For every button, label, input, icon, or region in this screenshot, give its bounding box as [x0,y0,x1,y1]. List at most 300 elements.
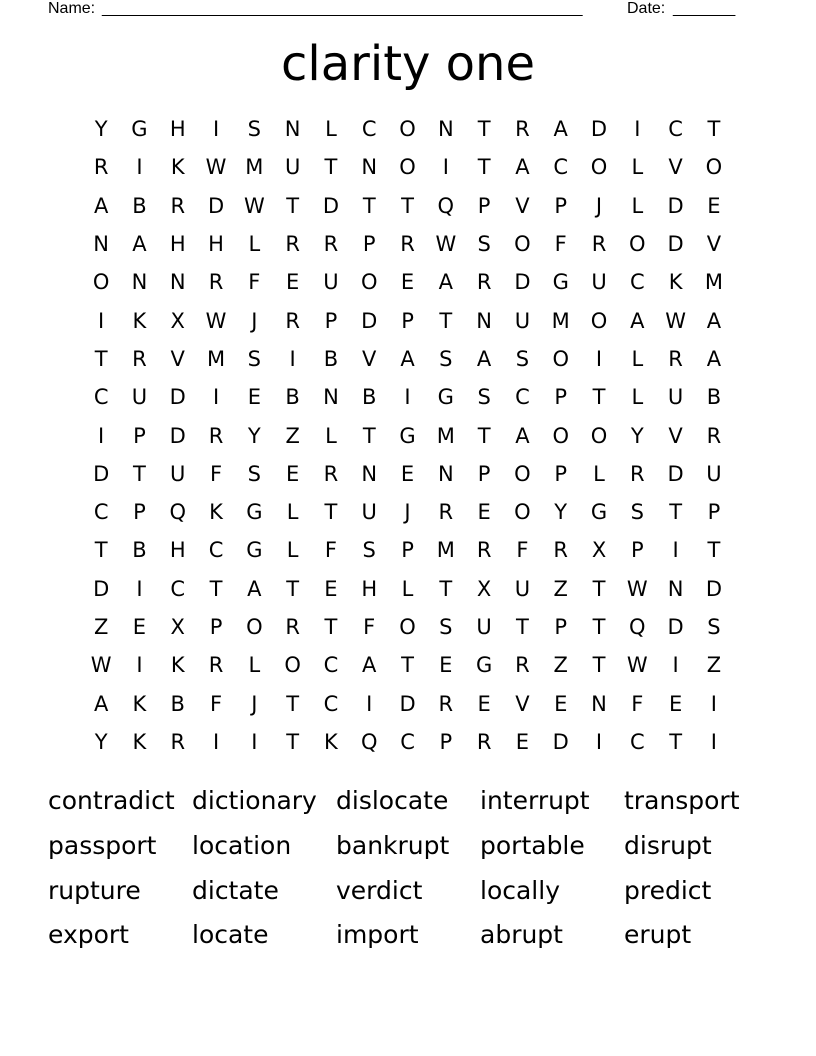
grid-letter: F [324,538,337,563]
grid-letter: M [245,155,264,180]
grid-letter: E [285,270,300,295]
grid-letter: T [286,691,300,716]
grid-letter: W [435,232,457,257]
grid-letter: J [595,193,603,218]
grid-letter: A [515,423,530,448]
grid-letter: D [667,232,684,257]
grid-letter: P [477,193,491,218]
grid-letter: A [553,117,568,142]
word-list-item: import [336,920,419,950]
grid-letter: E [554,691,568,716]
grid-letter: P [209,615,223,639]
word-list-item: passport [48,831,157,861]
grid-letter: H [208,232,224,257]
grid-letter: I [710,729,717,754]
grid-row [82,455,733,493]
grid-letter: K [209,500,223,525]
grid-letter: K [132,308,147,333]
grid-letter: I [212,385,220,410]
grid-letter: T [94,538,108,563]
date-field-line: _______ [673,0,736,17]
grid-letter: M [206,346,226,371]
grid-letter: T [477,155,491,180]
grid-letter: H [361,576,378,601]
grid-letter: A [362,653,377,678]
grid-letter: R [706,423,722,448]
grid-letter: E [324,576,338,601]
grid-letter: T [94,346,108,371]
grid-letter: S [439,346,453,371]
grid-letter: G [246,500,263,525]
grid-row [82,493,733,531]
grid-row [82,225,733,263]
grid-letter: S [630,500,644,525]
grid-letter: P [554,193,568,218]
grid-letter: E [477,500,491,525]
grid-letter: K [324,729,338,754]
grid-letter: F [631,691,644,716]
grid-letter: F [248,270,261,295]
grid-row [82,110,733,148]
grid-letter: D [552,729,569,754]
grid-letter: R [323,232,339,257]
grid-letter: T [592,385,606,410]
word-row [48,824,768,869]
grid-letter: R [476,538,492,563]
grid-letter: T [439,576,453,601]
grid-letter: Q [360,729,378,754]
grid-letter: T [592,653,606,678]
grid-letter: O [514,232,531,257]
grid-letter: V [706,232,722,257]
grid-letter: Q [437,193,455,218]
grid-letter: T [362,193,376,218]
grid-row [82,148,733,186]
grid-letter: P [401,308,414,333]
grid-letter: T [362,423,376,448]
grid-letter: T [133,461,146,486]
grid-letter: W [243,193,265,218]
word-row [48,868,768,913]
grid-letter: G [475,653,493,678]
grid-letter: O [590,308,608,333]
grid-letter: O [629,232,646,257]
grid-letter: L [248,653,261,678]
word-list-item: bankrupt [336,831,450,861]
grid-letter: P [133,423,146,448]
word-row [48,913,768,958]
grid-letter: A [132,232,147,257]
grid-row [82,570,733,608]
grid-letter: T [592,615,606,639]
word-list-item: dislocate [336,786,449,816]
grid-letter: R [285,232,300,257]
grid-letter: P [133,500,146,525]
grid-letter: O [246,615,263,639]
grid-letter: M [436,423,455,448]
grid-letter: T [477,423,491,448]
grid-letter: R [668,346,683,371]
grid-letter: L [286,538,299,563]
grid-letter: T [477,117,491,142]
grid-letter: V [515,691,530,716]
grid-letter: A [93,691,109,716]
grid-letter: L [248,232,261,257]
grid-letter: C [629,729,645,754]
grid-letter: L [631,385,644,410]
grid-letter: I [136,653,143,678]
grid-letter: P [439,729,453,754]
grid-letter: H [169,538,186,563]
grid-letter: R [630,461,645,486]
grid-letter: I [672,653,679,678]
grid-letter: I [404,385,411,410]
grid-row [82,263,733,301]
grid-letter: I [212,117,220,142]
grid-letter: E [707,193,721,218]
grid-letter: I [289,346,296,371]
grid-letter: T [286,576,300,601]
grid-letter: G [246,538,263,563]
grid-letter: L [286,500,299,525]
grid-letter: N [437,117,454,142]
grid-letter: Q [169,500,186,525]
grid-letter: B [170,691,185,716]
grid-letter: A [476,346,492,371]
grid-letter: F [554,232,567,257]
grid-letter: V [668,423,683,448]
grid-letter: E [132,615,147,639]
grid-letter: W [205,308,227,333]
word-list-item: locate [192,920,269,950]
grid-row [82,378,733,416]
grid-letter: I [251,729,258,754]
grid-letter: Y [630,423,644,448]
grid-letter: N [591,691,607,716]
header-line [48,0,748,20]
grid-letter: Y [247,423,261,448]
grid-letter: C [515,385,530,410]
grid-letter: F [363,615,376,639]
grid-letter: D [361,308,378,333]
grid-letter: P [554,461,568,486]
grid-letter: N [323,385,339,410]
grid-letter: D [322,193,340,218]
grid-letter: M [436,538,455,563]
grid-letter: Y [94,729,108,754]
grid-letter: D [590,117,608,142]
grid-letter: U [170,461,186,486]
grid-letter: T [592,576,606,601]
grid-letter: W [90,653,112,678]
grid-letter: I [136,155,143,180]
word-list-item: disrupt [624,831,712,861]
grid-letter: E [247,385,261,410]
page-title: clarity one [280,36,535,92]
grid-letter: U [284,155,301,180]
grid-letter: R [132,346,147,371]
grid-letter: B [285,385,300,410]
grid-letter: S [247,117,261,142]
grid-letter: N [93,232,109,257]
grid-letter: N [667,576,684,601]
grid-letter: K [668,270,683,295]
grid-letter: R [515,653,530,678]
grid-letter: C [323,653,339,678]
word-list-item: portable [480,831,585,861]
grid-row [82,187,733,225]
grid-letter: K [170,155,185,180]
grid-letter: Z [553,653,568,678]
grid-letter: U [667,385,684,410]
grid-row [82,608,733,646]
word-list-item: dictate [192,875,279,905]
grid-letter: M [551,308,570,333]
grid-letter: B [706,385,722,410]
word-list-item: verdict [336,875,423,905]
grid-letter: K [132,691,147,716]
word-list-item: location [192,831,292,861]
grid-letter: I [98,423,105,448]
name-field-line: ______________________________________________________ [102,0,583,17]
grid-letter: E [477,691,491,716]
grid-letter: T [401,653,414,678]
grid-letter: L [325,423,337,448]
grid-letter: S [515,346,530,371]
grid-letter: D [169,385,186,410]
word-list-item: rupture [48,875,141,905]
word-list-item: locally [480,875,560,905]
grid-letter: T [669,729,683,754]
grid-letter: D [169,423,186,448]
grid-letter: S [477,385,491,410]
grid-letter: X [170,615,185,639]
grid-letter: D [514,270,531,295]
grid-letter: L [631,193,644,218]
grid-letter: I [212,729,220,754]
word-list-item: transport [624,786,740,816]
grid-letter: A [438,270,453,295]
grid-letter: R [476,270,492,295]
grid-letter: W [626,576,648,601]
grid-letter: T [401,193,414,218]
date-label: Date: [627,0,666,17]
grid-letter: C [668,117,683,142]
grid-row [82,340,733,378]
grid-letter: N [361,461,378,486]
grid-letter: I [634,117,641,142]
grid-letter: W [205,155,227,180]
grid-letter: P [554,385,568,410]
grid-letter: P [324,308,338,333]
grid-letter: W [665,308,686,333]
grid-letter: C [93,500,109,525]
word-list-item: export [48,920,129,950]
grid-letter: O [284,653,301,678]
grid-letter: I [710,691,717,716]
grid-letter: I [442,155,449,180]
grid-letter: Y [554,500,568,525]
word-row [48,779,768,824]
grid-letter: P [401,538,414,563]
grid-letter: Z [706,653,722,678]
grid-letter: B [323,346,339,371]
grid-letter: R [285,308,300,333]
grid-letter: J [251,308,258,333]
grid-letter: C [400,729,415,754]
grid-letter: V [668,155,683,180]
grid-letter: O [514,461,531,486]
grid-letter: O [590,155,608,180]
grid-row [82,646,733,684]
grid-letter: W [626,653,648,678]
grid-letter: Z [553,576,568,601]
grid-letter: T [286,729,300,754]
grid-letter: C [208,538,224,563]
grid-letter: E [400,270,415,295]
grid-letter: L [631,155,644,180]
grid-letter: I [595,346,603,371]
grid-row [82,301,733,339]
grid-letter: T [707,538,721,563]
grid-letter: D [93,576,110,601]
grid-letter: Z [285,423,300,448]
grid-letter: S [439,615,453,639]
grid-letter: G [590,500,608,525]
grid-letter: I [366,691,373,716]
grid-letter: K [170,653,185,678]
grid-letter: U [323,270,339,295]
grid-letter: R [208,270,224,295]
grid-letter: B [132,193,147,218]
grid-letter: Q [629,615,646,639]
word-list [48,779,768,958]
grid-letter: F [516,538,529,563]
grid-letter: O [360,270,378,295]
grid-letter: H [169,117,186,142]
word-list-item: contradict [48,786,175,816]
grid-letter: O [705,155,723,180]
grid-letter: P [362,232,376,257]
word-list-item: interrupt [480,786,590,816]
grid-letter: B [362,385,377,410]
grid-letter: A [400,346,415,371]
grid-letter: O [514,500,531,525]
grid-letter: E [285,461,300,486]
word-list-item: predict [624,875,712,905]
grid-letter: C [93,385,109,410]
grid-letter: D [93,461,110,486]
word-list-item: dictionary [192,786,317,816]
grid-letter: T [516,615,529,639]
grid-letter: T [439,308,453,333]
grid-letter: S [707,615,721,639]
grid-letter: R [438,691,454,716]
grid-row [82,723,733,761]
grid-letter: X [170,308,185,333]
word-list-item: abrupt [480,920,563,950]
grid-letter: A [93,193,109,218]
grid-letter: I [98,308,105,333]
grid-letter: T [707,117,721,142]
grid-letter: T [286,193,300,218]
grid-letter: T [324,155,338,180]
grid-letter: E [668,691,683,716]
grid-letter: L [593,461,605,486]
grid-letter: G [552,270,569,295]
grid-letter: V [170,346,185,371]
word-search-grid [82,110,733,761]
grid-letter: S [477,232,491,257]
grid-letter: T [669,500,683,525]
grid-letter: U [514,308,531,333]
grid-letter: P [477,461,491,486]
grid-letter: J [404,500,411,525]
grid-letter: R [285,615,300,639]
grid-letter: G [437,385,454,410]
grid-letter: N [361,155,378,180]
grid-letter: R [170,729,186,754]
grid-letter: I [595,729,603,754]
grid-letter: E [515,729,530,754]
grid-letter: L [631,346,644,371]
grid-row [82,416,733,454]
grid-letter: R [400,232,415,257]
grid-letter: T [209,576,223,601]
grid-letter: L [401,576,414,601]
grid-letter: V [515,193,530,218]
grid-letter: P [707,500,721,525]
grid-letter: V [362,346,377,371]
grid-letter: Y [94,117,108,142]
grid-letter: R [591,232,607,257]
grid-letter: F [209,461,223,486]
grid-letter: C [361,117,377,142]
grid-letter: N [131,270,148,295]
grid-row [82,684,733,722]
grid-letter: S [362,538,376,563]
grid-letter: O [552,423,569,448]
grid-letter: G [399,423,416,448]
grid-letter: I [672,538,679,563]
grid-letter: D [667,193,684,218]
grid-letter: H [169,232,186,257]
grid-letter: U [131,385,148,410]
grid-letter: D [705,576,722,601]
grid-letter: O [399,615,416,639]
grid-letter: L [325,117,337,142]
grid-letter: D [667,615,684,639]
grid-letter: N [284,117,301,142]
grid-letter: D [667,461,684,486]
grid-letter: K [132,729,147,754]
grid-letter: U [706,461,722,486]
grid-letter: R [476,729,492,754]
grid-letter: S [247,346,261,371]
grid-letter: P [630,538,644,563]
grid-letter: A [630,308,645,333]
grid-letter: T [324,500,338,525]
grid-letter: N [437,461,454,486]
grid-letter: D [207,193,225,218]
grid-letter: O [92,270,110,295]
grid-letter: C [323,691,339,716]
grid-letter: U [476,615,492,639]
grid-letter: B [132,538,147,563]
grid-letter: X [476,576,492,601]
grid-letter: R [323,461,339,486]
grid-letter: C [170,576,186,601]
